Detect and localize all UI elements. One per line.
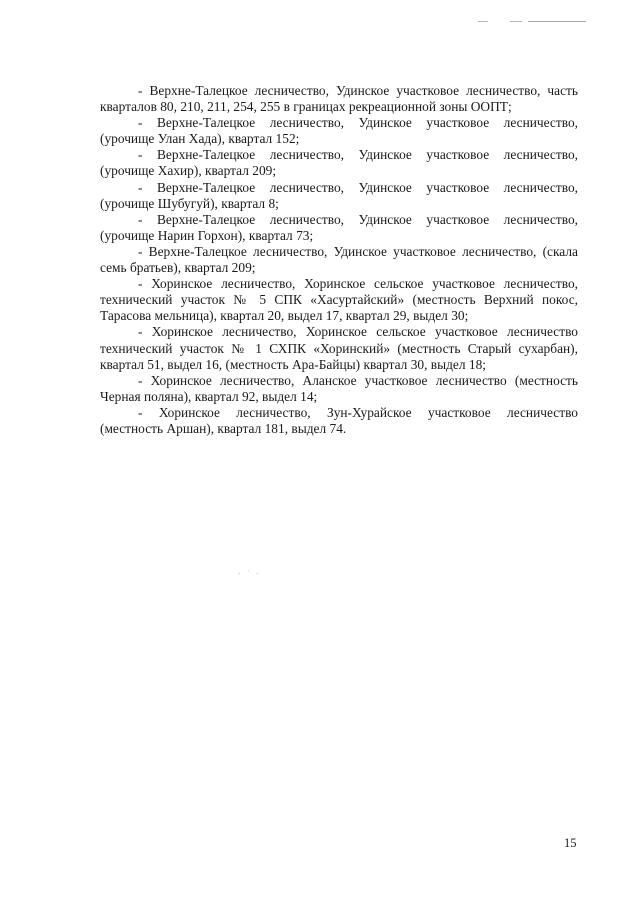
list-item-paragraph: - Хоринское лесничество, Зун-Хурайское участковое лесничество (местность Аршан), квартал 181, выдел 74. <box>100 404 578 436</box>
list-item-paragraph: - Верхне-Талецкое лесничество, Удинское участковое лесничество, (урочище Шубугуй), квартал 8; <box>100 179 578 211</box>
list-item-paragraph: - Хоринское лесничество, Хоринское сельское участковое лесничество, технический участок № 5 СПК «Хасуртайский» (местность Верхний покос, Тарасова мельница), квартал 20, выдел 17, квартал 29, выдел 30; <box>100 276 578 324</box>
list-item-paragraph: - Верхне-Талецкое лесничество, Удинское участковое лесничество, (скала семь братьев), квартал 209; <box>100 243 578 276</box>
document-body <box>100 83 578 437</box>
scan-artifact-line <box>478 21 488 22</box>
list-item-paragraph: - Верхне-Талецкое лесничество, Удинское участковое лесничество, (урочище Нарин Горхон), квартал 73; <box>100 211 578 243</box>
list-item-paragraph: - Хоринское лесничество, Хоринское сельское участковое лесничество технический участок № 1 СХПК «Хоринский» (местность Старый сухарбан), квартал 51, выдел 16, (местность Ара-Байцы) квартал 30, выдел 18; <box>100 324 578 372</box>
list-item-paragraph: - Верхне-Талецкое лесничество, Удинское участковое лесничество, (урочище Хахир), квартал 209; <box>100 147 578 179</box>
scan-artifact-line <box>510 21 522 22</box>
list-item-paragraph: - Верхне-Талецкое лесничество, Удинское участковое лесничество, (урочище Улан Хада), квартал 152; <box>100 115 578 147</box>
scan-artifact-line <box>528 21 586 22</box>
list-item-paragraph: - Верхне-Талецкое лесничество, Удинское участковое лесничество, часть кварталов 80, 210, 211, 254, 255 в границах рекреационной зоны ООПТ; <box>100 83 578 115</box>
list-item-paragraph: - Хоринское лесничество, Аланское участковое лесничество (местность Черная поляна), квартал 92, выдел 14; <box>100 372 578 404</box>
page-number: 15 <box>564 836 577 850</box>
scan-speck: · ˙ · <box>238 570 261 578</box>
